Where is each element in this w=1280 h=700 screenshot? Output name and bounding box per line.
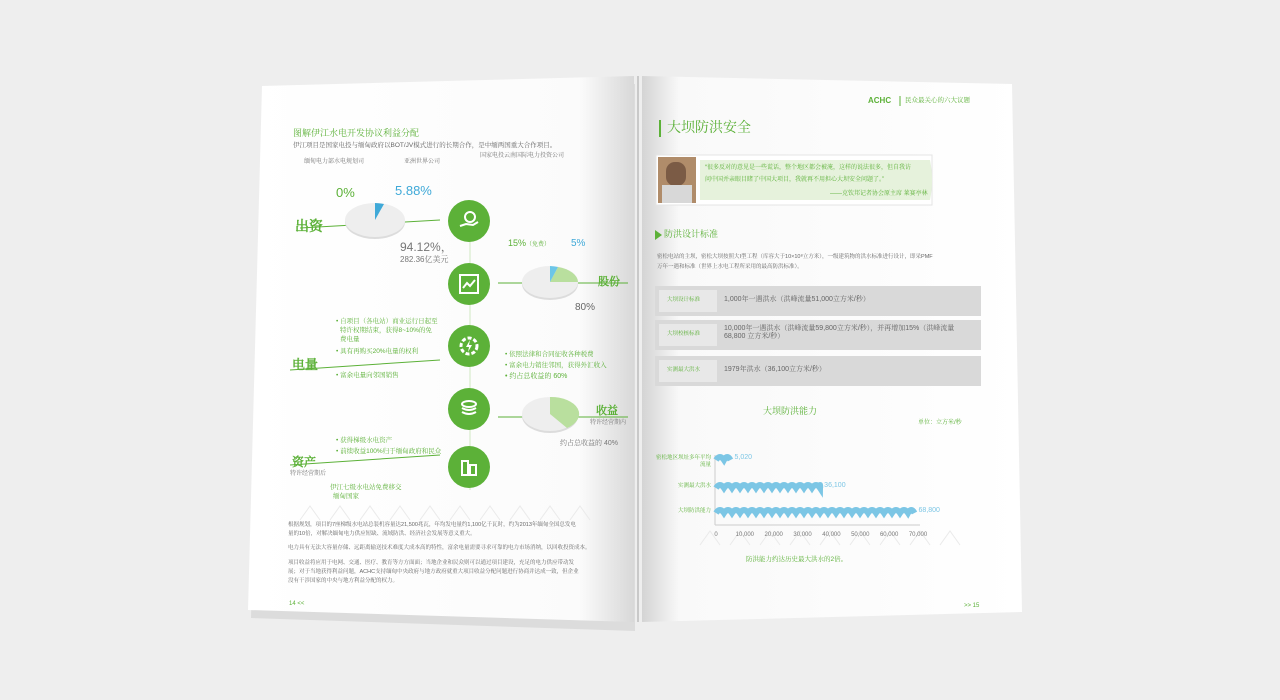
shares-gov-value bbox=[508, 238, 550, 249]
income-sub: 特许经营期内 bbox=[590, 420, 627, 426]
standard-text-1: 1,000年一遇洪水（洪峰流量51,000立方米/秒） bbox=[724, 296, 870, 303]
elec-right-3: • 约占总收益的 60% bbox=[505, 373, 568, 380]
invest-spic-percent: 94.12%， bbox=[400, 240, 453, 254]
quote-author: ——克钦邦记者协会原主席 莱赛亭林 bbox=[830, 191, 928, 197]
shares-gov-percent: 15% bbox=[508, 238, 527, 248]
left-title: 图解伊江水电开发协议利益分配 bbox=[293, 128, 420, 138]
coins-icon bbox=[448, 388, 490, 430]
elec-note-5: • 富余电量向邻国销售 bbox=[336, 372, 399, 379]
chart-x-tick: 50,000 bbox=[851, 532, 870, 538]
section-text-2: 万年一遇和标准（世界上水电工程所采用的最高防洪标准）。 bbox=[657, 264, 803, 270]
standard-text-2: 10,000年一遇洪水（洪峰流量59,800立方米/秒），并再增加15%（洪峰流量68,800 立方米/秒） bbox=[724, 325, 955, 341]
chart-x-tick: 10,000 bbox=[735, 532, 755, 538]
chart-title: 大坝防洪能力 bbox=[763, 406, 818, 416]
investment-label: 出资 bbox=[295, 218, 323, 234]
chart-x-tick: 0 bbox=[714, 532, 718, 538]
chart-unit: 单位：立方米/秒 bbox=[918, 420, 962, 426]
standard-label-2: 大坝校核标准 bbox=[667, 331, 701, 337]
chart-value-label: 5,020 bbox=[734, 454, 753, 461]
income-note: 约占总收益的 40% bbox=[560, 440, 618, 447]
power-gear-icon bbox=[448, 325, 490, 367]
chart-trend-icon bbox=[448, 263, 490, 305]
assets-label: 资产 bbox=[292, 455, 317, 469]
chart-x-tick: 40,000 bbox=[822, 532, 841, 538]
chart-value-label: 36,100 bbox=[824, 482, 846, 489]
chart-category-label: 实测最大洪水 bbox=[677, 483, 711, 489]
entity-asia: 亚洲世界公司 bbox=[404, 159, 441, 165]
left-page-number: 14 << bbox=[289, 601, 305, 607]
asset-bottom-2: 缅甸国家 bbox=[333, 493, 359, 500]
income-label: 收益 bbox=[596, 405, 618, 417]
shares-asia-value: 5% bbox=[571, 238, 586, 249]
right-header: ACHC bbox=[868, 96, 892, 105]
left-paragraph-2: 量的10倍，对解决缅甸电力供应短缺、流域防洪、经济社会发展等意义重大。 bbox=[288, 531, 476, 537]
right-header-sub: 民众最关心的六大议题 bbox=[905, 97, 970, 104]
section-text-1: 密松电站的主坝，密松大坝按照大I型工程（库容大于10×10⁸立方米），一级建筑物的洪水标准进行设计，即采PMF bbox=[657, 254, 933, 260]
chart-category-label: 密松地区坝址多年平均流量 bbox=[655, 455, 711, 468]
shares-pie bbox=[522, 266, 578, 300]
invest-asia-value: 5.88% bbox=[395, 183, 432, 198]
shares-label: 股份 bbox=[598, 276, 620, 288]
right-page-number: >> 15 bbox=[964, 603, 980, 609]
assets-sub: 特许经营期后 bbox=[290, 471, 327, 477]
chart-bar-0 bbox=[716, 457, 730, 460]
chart-x-tick: 30,000 bbox=[793, 532, 812, 538]
left-paragraph-6: 没有干涉国家的中央与地方利益分配的权力。 bbox=[288, 578, 399, 584]
invest-gov-value: 0% bbox=[336, 185, 355, 200]
quote-line-2: 问中国并亲眼目睹了中国大项目，我就再不用担心大坝安全问题了。” bbox=[705, 177, 884, 183]
elec-right-1: • 依照法律和合同征收各种税费 bbox=[505, 351, 594, 358]
chart-bar-2 bbox=[716, 510, 915, 513]
elec-note-2: 特许权期结束，获得8~10%的免 bbox=[340, 327, 432, 334]
standard-label-1: 大坝设计标准 bbox=[667, 297, 701, 303]
chart-x-tick: 60,000 bbox=[879, 532, 899, 538]
left-paragraph-1: 根据规划，项目的7座梯级水电站总装机容量达21,500兆瓦，年均发电量约1,100亿千瓦时，约为2013年缅甸全国总发电 bbox=[288, 522, 576, 528]
right-title: 大坝防洪安全 bbox=[667, 119, 751, 135]
standard-label-3: 实测最大洪水 bbox=[667, 367, 701, 373]
standard-text-3: 1979年洪水（36,100立方米/秒） bbox=[724, 366, 826, 373]
quote-line-1: “很多反对的意见是一些谎话，整个地区都会被淹，这样的说法很多，但自我访 bbox=[705, 165, 911, 171]
elec-note-3: 费电量 bbox=[340, 336, 360, 343]
chart-note: 防洪能力约达历史最大洪水的2倍。 bbox=[746, 556, 848, 563]
chart-category-label: 大坝防洪能力 bbox=[677, 508, 711, 514]
entity-gov: 缅甸电力部水电规划司 bbox=[304, 159, 365, 165]
left-paragraph-3: 电力具有无法大容量存储、远距离输送技术难度大成本高的特性，富余电量需要寻求可靠的电力市场消纳，以回收投资成本。 bbox=[288, 545, 591, 551]
left-paragraph-5: 展；对于当地获得利益问题，ACHC支持缅甸中央政府与地方政府就重大项目收益分配问题进行协商并达成一致，但企业 bbox=[288, 569, 579, 575]
asset-bottom-1: 伊江七级水电站免费移交 bbox=[330, 484, 402, 491]
buildings-icon bbox=[448, 446, 490, 488]
left-intro: 伊江项目是国家电投与缅甸政府以BOT/JV模式进行的长期合作，是中缅两国重大合作项目。 bbox=[293, 142, 557, 149]
chart-x-tick: 20,000 bbox=[764, 532, 783, 538]
elec-note-1: • 自项目（各电站）商业运行日起至 bbox=[336, 318, 438, 325]
asset-note-2: • 前续收益100%归于缅甸政府和民众 bbox=[336, 448, 442, 455]
money-hand-icon bbox=[448, 200, 490, 242]
left-paragraph-4: 项目收益将应用于电网、交通、医疗、教育等方方面面；当地企业和民众则可以通过项目建设，充足的电力供应带动发 bbox=[288, 560, 575, 566]
chart-value-label: 68,800 bbox=[918, 507, 940, 514]
shares-free-note: （免费） bbox=[526, 242, 551, 248]
invest-spic-amount: 282.36亿美元 bbox=[400, 255, 449, 264]
left-page bbox=[248, 76, 634, 622]
chart-bar-1 bbox=[716, 485, 820, 488]
shares-spic-value: 80% bbox=[575, 302, 596, 313]
chart-x-tick: 70,000 bbox=[908, 532, 928, 538]
asset-note-1: • 获得梯级水电资产 bbox=[336, 437, 393, 444]
elec-right-2: • 富余电力销往邻国，获得外汇收入 bbox=[505, 362, 607, 369]
electricity-label: 电量 bbox=[292, 357, 319, 372]
investment-pie bbox=[345, 203, 405, 239]
elec-note-4: • 具有再购买20%电量的权利 bbox=[336, 348, 419, 355]
section-title: 防洪设计标准 bbox=[664, 229, 719, 239]
entity-spic: 国家电投云南国际电力投资公司 bbox=[480, 153, 565, 159]
